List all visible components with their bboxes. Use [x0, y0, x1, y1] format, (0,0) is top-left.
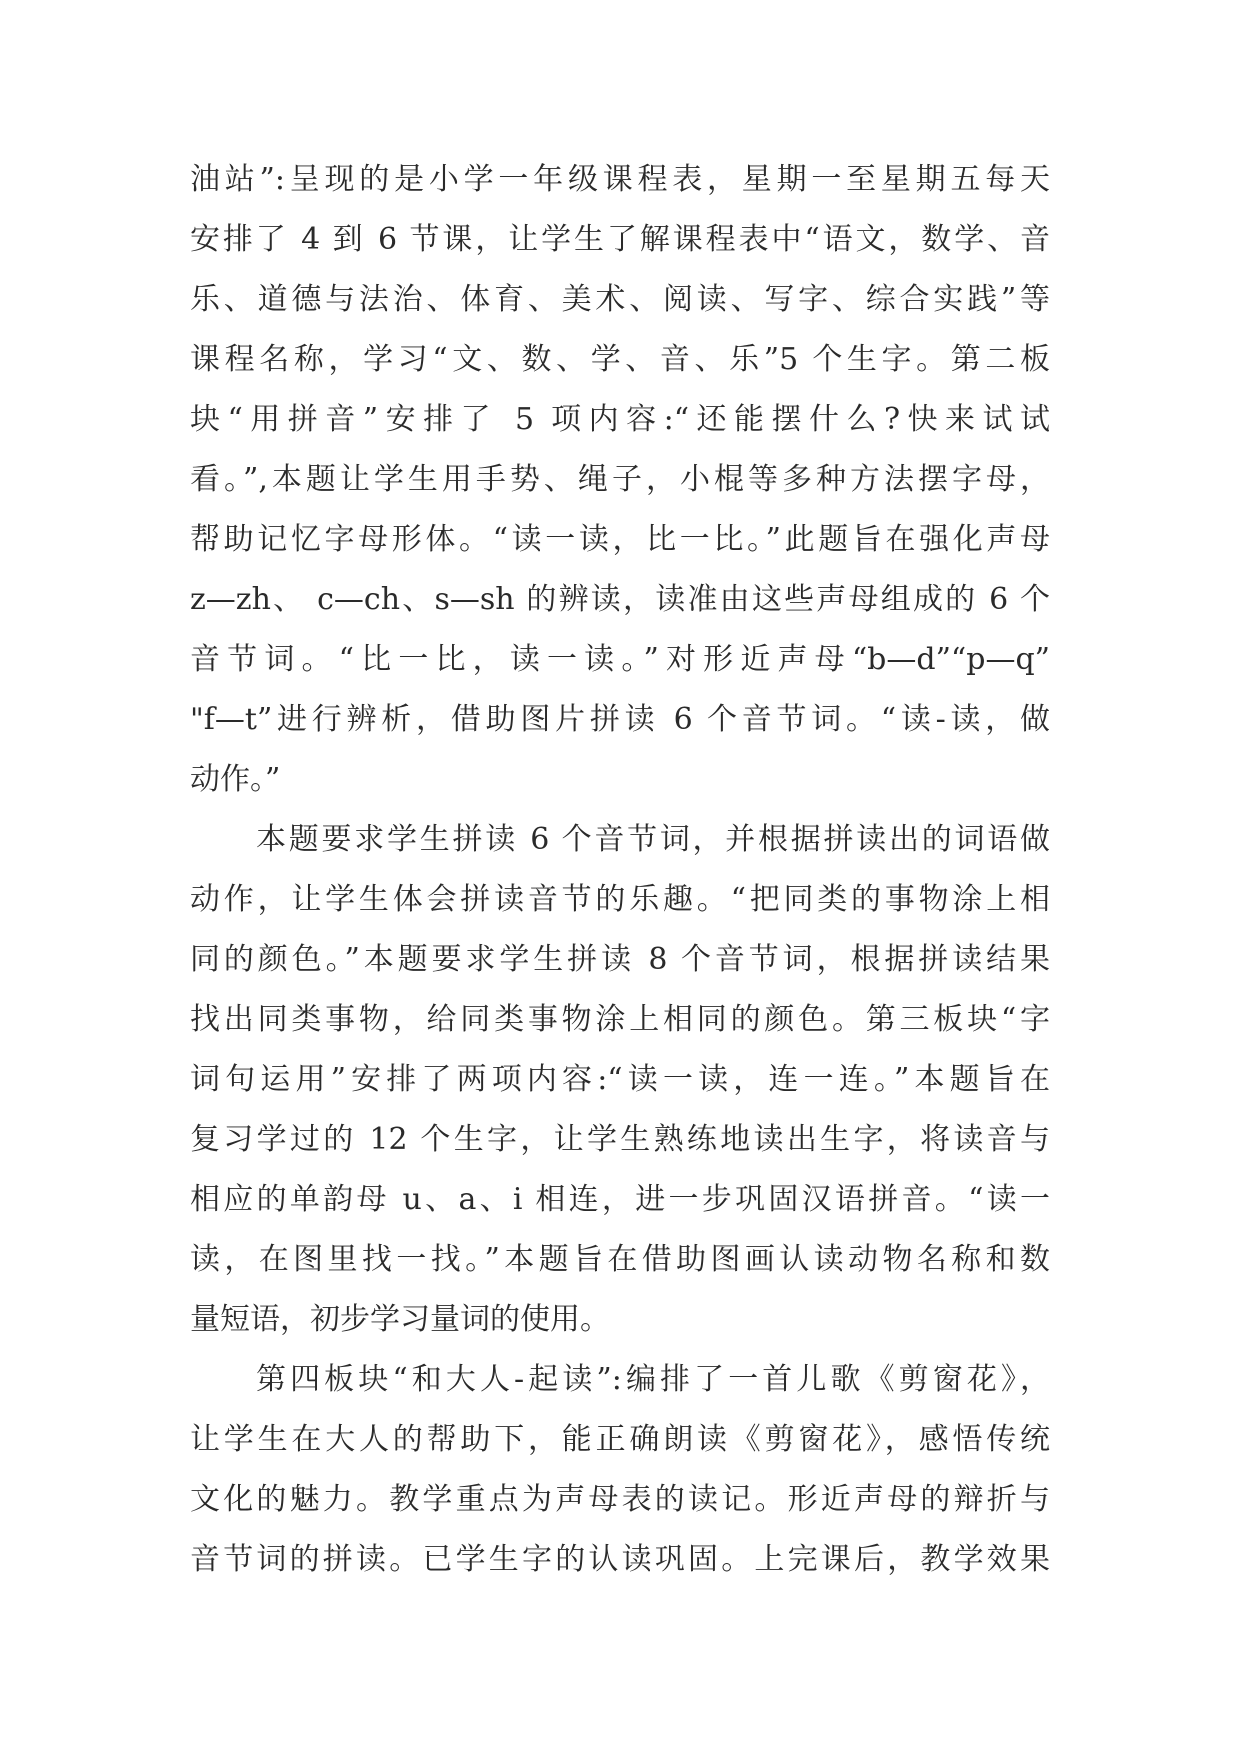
paragraph-first-line: 第四板块“和大人-起读”:编排了一首儿歌《剪窗花》， — [256, 1362, 1050, 1397]
text-line: 同的颜色。”本题要求学生拼读 8 个音节词，根据拼读结果 — [190, 942, 1050, 977]
text-line: 音节词。“比一比，读一读。”对形近声母“b—d”“p—q” — [190, 642, 1050, 677]
text-line: 帮助记忆字母形体。“读一读，比一比。”此题旨在强化声母 — [190, 522, 1050, 557]
text-line: 找出同类事物，给同类事物涂上相同的颜色。第三板块“字 — [190, 1002, 1050, 1037]
text-line: 让学生在大人的帮助下，能正确朗读《剪窗花》，感悟传统 — [190, 1422, 1050, 1457]
body-text — [190, 150, 1050, 1590]
text-line: 动作。” — [190, 762, 281, 797]
text-line: 安排了 4 到 6 节课，让学生了解课程表中“语文，数学、音 — [190, 222, 1050, 257]
text-line: 词句运用”安排了两项内容:“读一读，连一连。”本题旨在 — [190, 1062, 1050, 1097]
text-line: 相应的单韵母 u、a、i 相连，进一步巩固汉语拼音。“读一 — [190, 1182, 1050, 1217]
text-line: 读，在图里找一找。”本题旨在借助图画认读动物名称和数 — [190, 1242, 1050, 1277]
paragraph-first-line: 本题要求学生拼读 6 个音节词，并根据拼读出的词语做 — [256, 822, 1050, 857]
text-line: 课程名称，学习“文、数、学、音、乐”5 个生字。第二板 — [190, 342, 1050, 377]
text-line: 油站”:呈现的是小学一年级课程表，星期一至星期五每天 — [190, 162, 1050, 197]
text-line: 量短语，初步学习量词的使用。 — [190, 1302, 610, 1337]
text-line: 看。”,本题让学生用手势、绳子，小棍等多种方法摆字母， — [190, 462, 1050, 497]
text-line: 音节词的拼读。已学生字的认读巩固。上完课后，教学效果 — [190, 1542, 1050, 1577]
text-line: 动作，让学生体会拼读音节的乐趣。“把同类的事物涂上相 — [190, 882, 1050, 917]
text-line: 复习学过的 12 个生字，让学生熟练地读出生字，将读音与 — [190, 1122, 1050, 1157]
text-line: 块“用拼音”安排了 5 项内容:“还能摆什么?快来试试 — [190, 402, 1050, 437]
text-line: z—zh、 c—ch、s—sh 的辨读，读准由这些声母组成的 6 个 — [190, 582, 1050, 617]
text-line: "f—t”进行辨析，借助图片拼读 6 个音节词。“读-读，做 — [190, 702, 1050, 737]
text-line: 乐、道德与法治、体育、美术、阅读、写字、综合实践”等 — [190, 282, 1050, 317]
text-line: 文化的魅力。教学重点为声母表的读记。形近声母的辩折与 — [190, 1482, 1050, 1517]
